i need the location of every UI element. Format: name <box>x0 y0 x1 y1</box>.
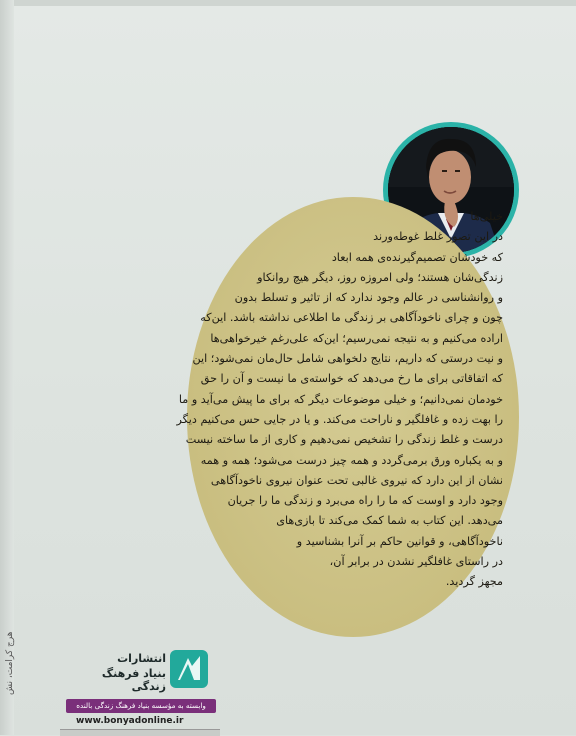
blurb-line: مجهز گردید. <box>445 575 503 589</box>
blurb-line: خیلی‌ها <box>470 210 503 223</box>
blurb-line: و روانشناسی در عالم وجود ندارد که از تاثیر و تسلط بدون <box>234 291 503 305</box>
blurb-line: را بهت زده و غافلگیر و ناراحت می‌کند. و یا در جایی حس می‌کنیم دیگر <box>176 412 503 426</box>
publisher-logo-block <box>66 650 216 730</box>
publisher-tagline: وابسته به مؤسسه بنیاد فرهنگ زندگی بالنده <box>66 699 216 713</box>
top-edge <box>0 0 576 6</box>
publisher-name-line1: انتشارات <box>117 652 166 665</box>
blurb-line: که خودشان تصمیم‌گیرنده‌ی همه ابعاد <box>331 250 503 264</box>
blurb-line: در راستای غافلگیر نشدن در برابر آن، <box>329 555 503 569</box>
blurb-line: نشان از این دارد که نیروی غالبی تحت عنوان نیروی ناخودآگاهی <box>210 473 503 487</box>
blurb-text <box>176 207 503 593</box>
blurb-line: اراده می‌کنیم و به نتیجه نمی‌رسیم؛ این‌که علی‌رغم خیرخواهی‌ها <box>210 331 503 345</box>
blurb-line: ناخودآگاهی، و قوانین حاکم بر آنرا بشناسید و <box>296 534 503 548</box>
publisher-logo-icon <box>170 650 208 688</box>
blurb-circle <box>176 197 503 637</box>
blurb-line: خودمان نمی‌دانیم؛ و خیلی موضوعات دیگر که برای ما پیش می‌آید و ما <box>178 392 503 406</box>
blurb-line: زندگی‌شان هستند؛ ولی امروزه روز، دیگر هیچ روانکاو <box>257 270 503 284</box>
spine-text: هرج کرامت، نش <box>5 631 15 695</box>
blurb-line: می‌دهد. این کتاب به شما کمک می‌کند تا بازی‌های <box>276 514 503 528</box>
blurb-line: و نیت درستی که داریم، نتایج دلخواهی شامل حال‌مان نمی‌شود؛ این <box>192 352 503 366</box>
blurb-line: و به یکباره ورق برمی‌گردد و همه چیز درست می‌شود؛ همه و همه <box>200 453 503 467</box>
blurb-line: چون و چرای ناخودآگاهی بر زندگی ما اطلاعی نداشته باشد. این‌که <box>200 311 503 325</box>
blurb-line: در این تصور غلط غوطه‌ورند <box>373 230 503 244</box>
blurb-line: وجود دارد و اوست که ما را راه می‌برد و زندگی ما را جریان <box>227 494 503 508</box>
publisher-website[interactable]: www.bonyadonline.ir <box>76 716 184 726</box>
publisher-name-line2: بنیاد فرهنگ زندگی <box>101 667 166 693</box>
blurb-line: که اتفاقاتی برای ما رخ می‌دهد که خواسته‌ی ما نیست و آن را حق <box>200 372 503 386</box>
blurb-line: درست و غلط زندگی را تشخیص نمی‌دهیم و کاری از ما ساخته نیست <box>185 433 503 447</box>
